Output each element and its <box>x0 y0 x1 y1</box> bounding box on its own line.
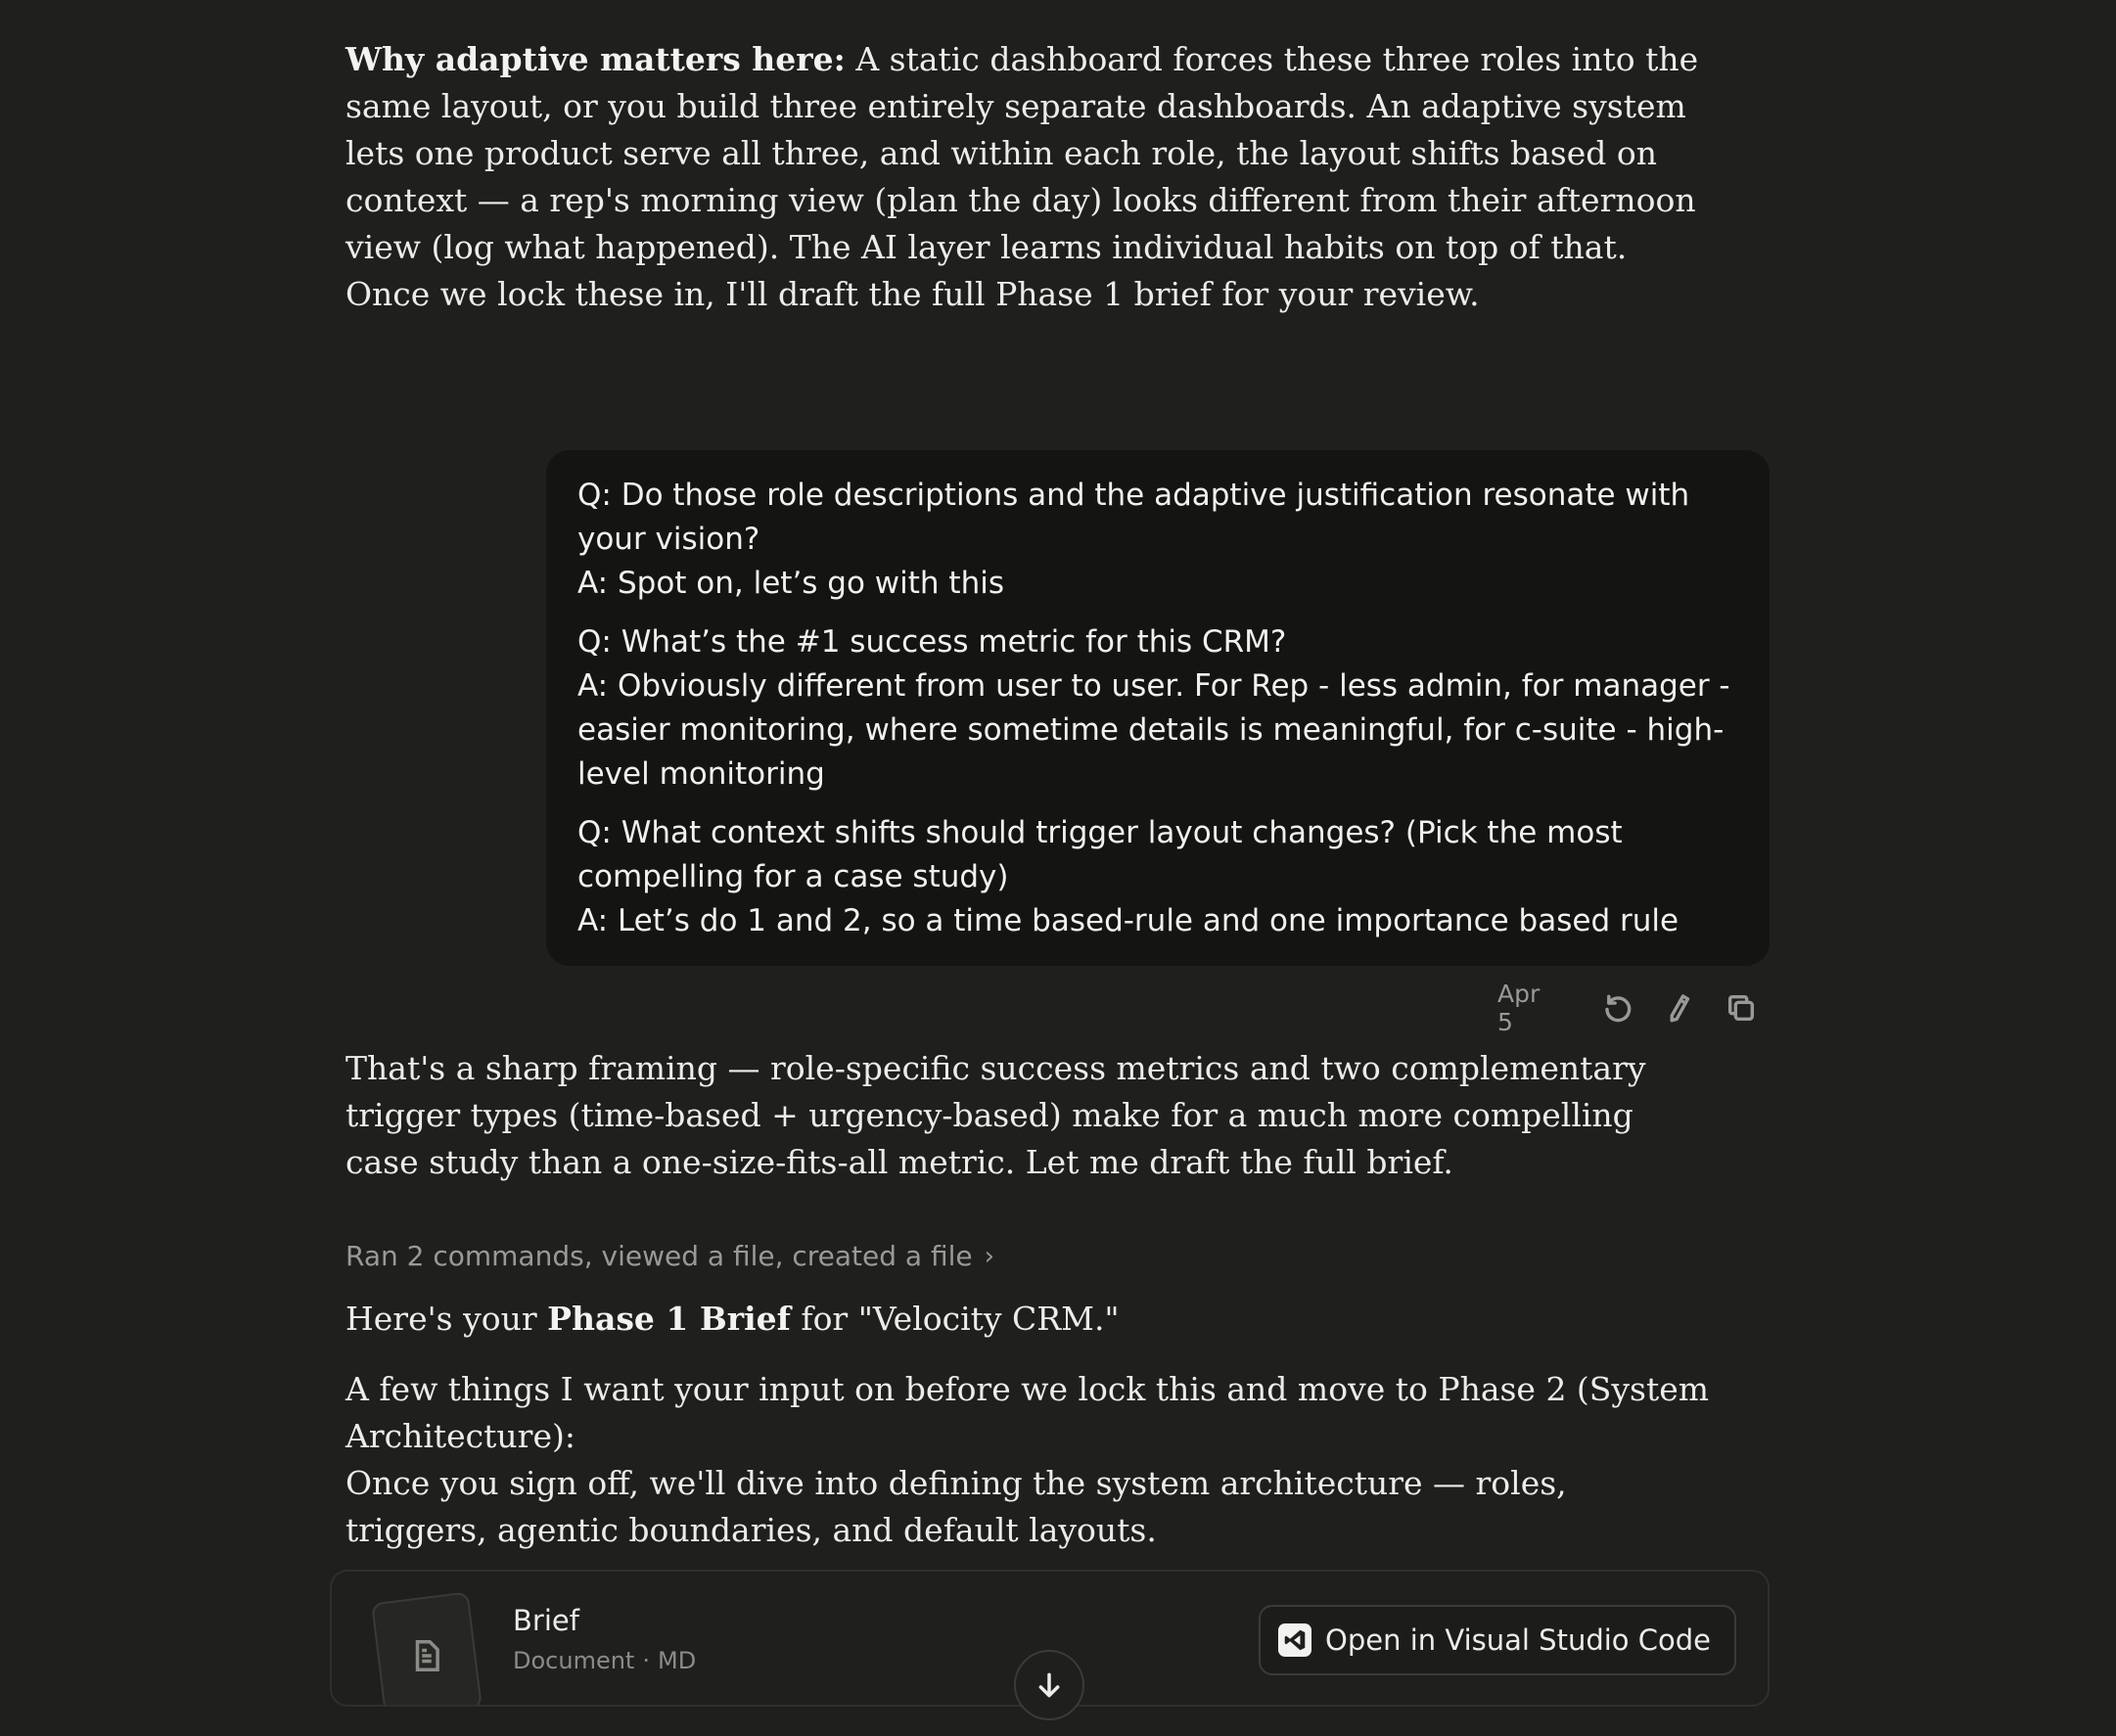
edit-button[interactable] <box>1649 986 1711 1029</box>
copy-icon <box>1725 991 1758 1025</box>
brief-prefix: Here's your <box>345 1300 548 1338</box>
retry-button[interactable] <box>1587 986 1649 1029</box>
assistant-message-reply <box>345 1045 1716 1186</box>
document-thumbnail <box>371 1591 483 1707</box>
user-message-actions <box>1497 980 1771 1036</box>
assistant-message-brief <box>345 1296 1716 1554</box>
retry-icon <box>1601 991 1634 1025</box>
brief-intro <box>345 1296 1716 1343</box>
intro-lead: Why adaptive matters here: <box>345 40 846 78</box>
qa-answer: A: Let’s do 1 and 2, so a time based-rule and one importance based rule <box>577 903 1679 938</box>
reply-text: That's a sharp framing — role-specific success metrics and two complementary trigger types (time-based + urgency-based) make for a much more compelling case study than a one-size-fits-all metric. Let me draft the full brief. <box>345 1049 1646 1181</box>
qa-item <box>577 811 1740 943</box>
artifact-separator: · <box>642 1647 650 1674</box>
qa-question: Q: Do those role descriptions and the adaptive justification resonate with your vision? <box>577 478 1690 557</box>
pencil-icon <box>1663 991 1696 1025</box>
brief-line2: A few things I want your input on before we lock this and move to Phase 2 (System Architecture): <box>345 1370 1710 1455</box>
arrow-down-icon <box>1034 1669 1065 1701</box>
artifact-type: Document <box>513 1647 635 1674</box>
vscode-icon <box>1278 1623 1311 1657</box>
qa-item <box>577 620 1740 797</box>
message-date: Apr 5 <box>1497 980 1541 1036</box>
tool-use-summary[interactable] <box>345 1237 994 1276</box>
brief-bold-title: Phase 1 Brief <box>547 1300 791 1338</box>
qa-item <box>577 474 1740 606</box>
brief-suffix: for "Velocity CRM." <box>790 1300 1120 1338</box>
open-in-vscode-label: Open in Visual Studio Code <box>1325 1623 1711 1657</box>
scroll-to-bottom-button[interactable] <box>1014 1650 1084 1720</box>
qa-answer: A: Obviously different from user to user. For Rep - less admin, for manager - easier monitoring, where sometime details is meaningful, for c-suite - high-level monitoring <box>577 668 1730 792</box>
intro-closing: Once we lock these in, I'll draft the full Phase 1 brief for your review. <box>345 275 1480 313</box>
tool-summary-label: Ran 2 commands, viewed a file, created a file <box>345 1240 973 1272</box>
qa-question: Q: What’s the #1 success metric for this CRM? <box>577 624 1287 660</box>
user-message-bubble <box>546 450 1770 966</box>
artifact-title: Brief <box>513 1604 579 1637</box>
intro-body: A static dashboard forces these three roles into the same layout, or you build three entirely separate dashboards. An adaptive system lets one product serve all three, and within each role, the layout shifts based on context — a rep's morning view (plan the day) looks different from their afternoon view (log what happened). The AI layer learns individual habits on top of that. <box>345 40 1699 266</box>
document-icon <box>408 1637 445 1674</box>
assistant-message-intro <box>345 36 1716 318</box>
artifact-format: MD <box>657 1647 697 1674</box>
open-in-vscode-button[interactable] <box>1259 1605 1736 1675</box>
qa-question: Q: What context shifts should trigger layout changes? (Pick the most compelling for a case study) <box>577 815 1623 894</box>
chevron-right-icon: › <box>984 1242 995 1271</box>
intro-paragraph <box>345 36 1716 271</box>
brief-question <box>345 1366 1716 1554</box>
copy-button[interactable] <box>1710 986 1771 1029</box>
brief-line3: Once you sign off, we'll dive into defining the system architecture — roles, triggers, agentic boundaries, and default layouts. <box>345 1464 1567 1549</box>
qa-answer: A: Spot on, let’s go with this <box>577 566 1004 601</box>
artifact-meta <box>513 1644 696 1677</box>
